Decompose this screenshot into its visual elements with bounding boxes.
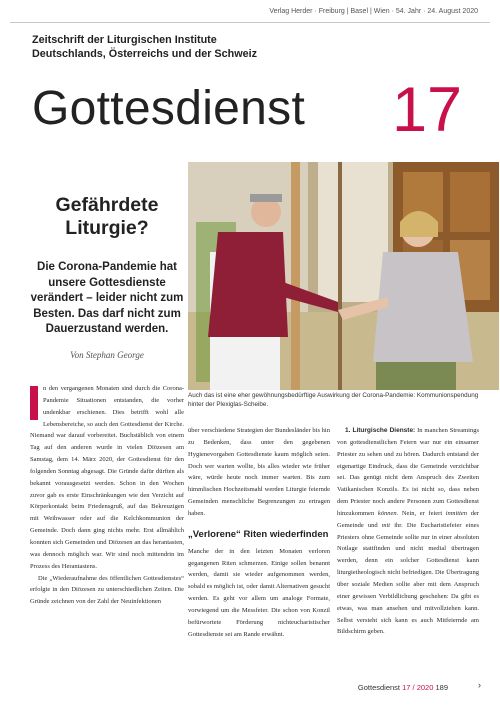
publisher-line: Verlag Herder · Freiburg | Basel | Wien · 54. Jahr · 24. August 2020 <box>269 8 478 15</box>
text-column-1 <box>30 383 184 608</box>
paragraph-text: ihr. Die Eucharistiefeier eines Priesters ohne Gemeinde sollte nur in einer absoluten Notlage stattfinden und nicht medial übertragen werden, denn ein solcher Gottesdienst kann liturgietheologisch nicht befriedigen. Die Übertragung über soziale Medien sollte aber mit dem Anspruch einer gewissen Verbildlichung geschehen: Da gibt es etwas, was man ansehen und mitvollziehen kann. Selbst versteht sich kann es auch Mitfeiernde am Bildschirm geben. <box>337 521 479 636</box>
org-line-2: Deutschlands, Österreichs und der Schweiz <box>32 48 258 60</box>
footer-issue: 17 / 2020 <box>402 683 434 692</box>
magazine-title: Gottesdienst <box>32 82 306 135</box>
page-footer <box>358 683 448 692</box>
emphasis: können. <box>377 509 399 517</box>
issue-number: 17 <box>392 75 463 145</box>
paragraph: über verschiedene Strategien der Bundesländer bis hin zu Bedenken, dass unter den gegebenen Hygienevorgaben Gottesdienste kaum möglich seien. Doch wer warten wollte, bis alles wieder wie früher wäre, würde heute noch immer warten. Bis zum himmlischen Hochzeitsmahl werden Liturgie feiernde Gemeinden menschliche Begrenzungen zu ertragen haben. <box>188 427 330 517</box>
paragraph: Manche der in den letzten Monaten verloren gegangenen Riten schmerzen. Einige sollen benannt werden, damit sie wieder aufgenommen werden, sobald es möglich ist, oder damit Alternativen gesucht werden. Es geht vor allem um analoge Formate, vorwiegend um die Messfeier. Die schon von Konzil befürwortete Förderung nichteucharistischer Gottesdienste sei am Rande erwähnt. <box>188 547 330 638</box>
paragraph-text: n den vergangenen Monaten sind durch die Corona-Pandemie Situationen entstanden, die vorher undenkbar erschienen. Dies betrifft wohl alle Lebensbereiche, so auch den Gottesdienst der Kirche. Niemand war darauf vorbereitet. Buchstäblich von einem Tag auf den anderen wurde in vielen Diözesen am Samstag, dem 14. März 2020, der Gottesdienst für den folgenden Sonntag abgesagt. Die Gründe dafür dürften als bekannt vorausgesetzt werden. Schon in den Wochen zuvor gab es erste Einschränkungen wie den Verzicht auf Körperkontakt beim Friedensgruß, auf das Bekreuzigen mit Weihwasser oder auf die Kelchkommunion der Gemeinde. Doch dann ging nichts mehr. Erst allmählich konnten sich Gemeinden und Diözesen an das herantasten, was dennoch möglich war. Wir sind noch mittendrin im Prozess des Herantastens. <box>30 385 184 570</box>
paragraph <box>337 425 479 638</box>
photo-caption: Auch das ist eine eher gewöhnungsbedürftige Auswirkung der Corona-Pandemie: Kommunionspendung hinter der Plexiglas-Scheibe. <box>188 392 479 408</box>
paragraph: Die „Wiederaufnahme des öffentlichen Gottesdienstes“ erfolgte in den Diözesen zu unterschiedlichen Zeiten. Die Gründe zeichnen von der Zahl der Neuinfektionen <box>30 574 184 606</box>
emphasis: mit <box>381 521 391 529</box>
article-lead: Die Corona-Pandemie hat unsere Gottesdienste verändert – leider nicht zum Besten. Das darf nicht zum Dauerzustand werden. <box>30 261 184 335</box>
paragraph-text: In manchen Streamings von gottesdienstlichen Feiern war nur ein einsamer Priester zu sehen und zu hören. Dadurch entstand der eigenartige Eindruck, dass die Gemeinde verzichtbar sei. Das genügt nicht dem Anspruch des Zweiten Vatikanischen Konzils. Es ist nicht so, dass neben dem Priester noch andere Personen zum Gottesdienst hinzukommen <box>337 427 480 517</box>
next-page-arrow-icon: › <box>478 680 481 690</box>
paragraph-text: der Gemeinde und <box>337 509 479 529</box>
text-column-2 <box>188 425 330 641</box>
paragraph-text: Nein, er feiert <box>401 509 443 517</box>
paragraph <box>30 383 184 573</box>
headline-line-1: Gefährdete <box>55 194 159 216</box>
photo-illustration <box>188 162 499 390</box>
numbered-point-label: 1. Liturgische Dienste: <box>345 427 416 434</box>
text-column-3 <box>337 425 479 638</box>
article-headline <box>30 194 184 240</box>
drop-cap-bar <box>30 386 38 420</box>
top-rule <box>10 22 490 23</box>
org-line-1: Zeitschrift der Liturgischen Institute <box>32 34 217 46</box>
emphasis: inmitten <box>445 509 468 517</box>
article-photo <box>188 162 499 390</box>
publisher-description <box>32 33 332 61</box>
footer-magazine: Gottesdienst <box>357 683 401 692</box>
page-number: 189 <box>435 683 448 692</box>
section-subhead: „Verlorene“ Riten wiederfinden <box>188 528 329 540</box>
headline-line-2: Liturgie? <box>65 217 149 239</box>
article-author: Von Stephan George <box>70 350 144 360</box>
